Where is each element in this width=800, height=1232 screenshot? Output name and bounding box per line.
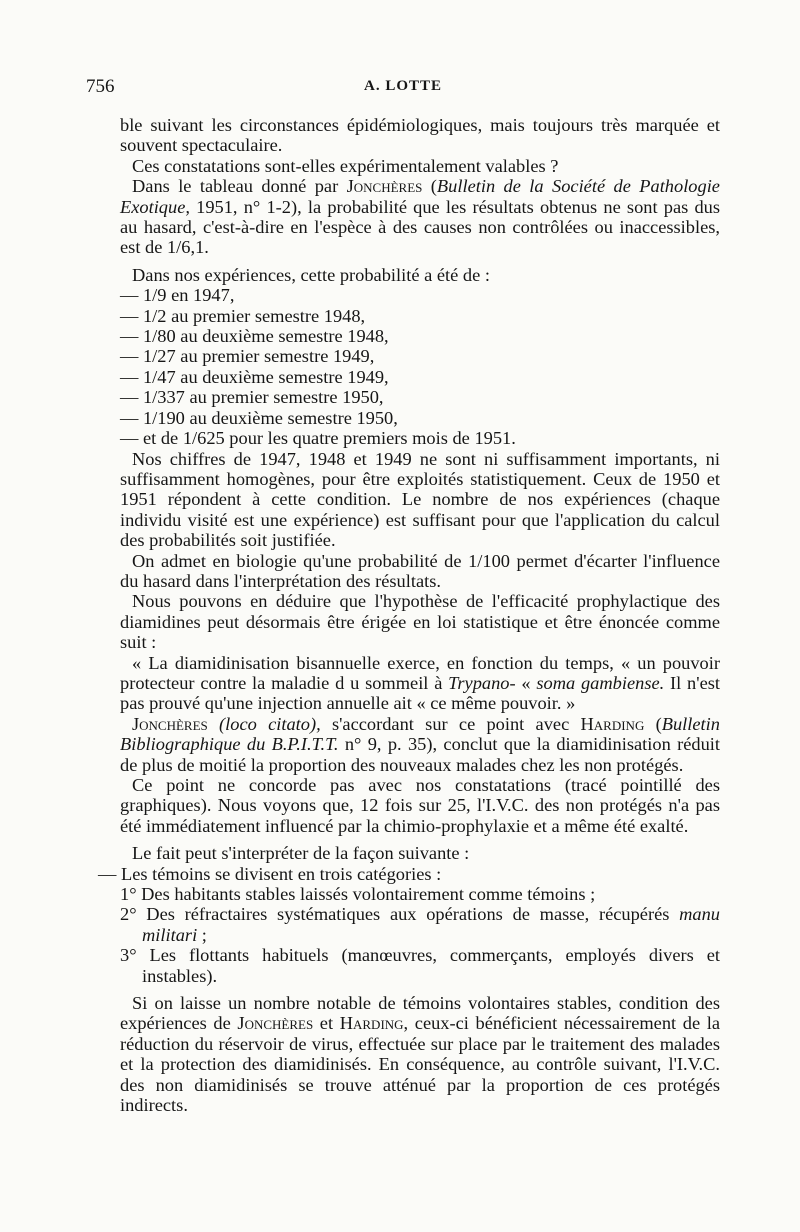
list-item: — 1/9 en 1947, xyxy=(120,285,235,306)
paragraph-12: Si on laisse un nombre notable de témoins volontaires stables, condition des expériences de Jonchères et Harding, ceux-ci bénéficient nécessairement de la réduction du réservoir de virus, effectuée sur place par le traitement des malades et la protection des diamidinisés. En conséquence, au contrôle suivant, l'I.V.C. des non diamidinisés se trouve atténué par la proportion de ces protégés indirects. xyxy=(120,993,721,1116)
paragraph-8: Jonchères (loco citato), s'accordant sur ce point avec Harding (Bulletin Bibliographique du B.P.I.T.T. n° 9, p. 35), conclut que la diamidinisation réduit de plus de moitié la proportion des nouveaux malades chez les non protégés. xyxy=(120,713,720,775)
paragraph-3: Dans le tableau donné par Jonchères (Bulletin de la Société de Pathologie Exotique, 1951, n° 1-2), la probabilité que les résultats obtenus ne sont pas dus au hasard, c'est-à-dire en l'espèce à des causes non contrôlées ou inaccessibles, est de 1/6,1. xyxy=(120,176,720,258)
author-joncheres: Jonchères xyxy=(346,176,423,197)
list-item: — 1/2 au premier semestre 1948, xyxy=(120,305,366,326)
category-item: 2° Des réfractaires systématiques aux opérations de masse, récupérés manu militari ; xyxy=(120,904,720,945)
list-item: — 1/337 au premier semestre 1950, xyxy=(120,387,384,408)
paragraph-9: Ce point ne concorde pas avec nos constatations (tracé pointillé des graphiques). Nous voyons que, 12 fois sur 25, l'I.V.C. des non protégés n'a pas été immédiatement influencé par la chimio-prophylaxie et a même été exalté. xyxy=(120,775,720,836)
category-list xyxy=(120,884,720,986)
list-item: — 1/80 au deuxième semestre 1948, xyxy=(120,326,389,347)
body-text xyxy=(98,115,721,1116)
page-header xyxy=(86,76,720,100)
category-item: 1° Des habitants stables laissés volontairement comme témoins ; xyxy=(120,884,596,905)
author-harding: Harding xyxy=(580,713,645,734)
author-joncheres: Jonchères xyxy=(132,713,208,734)
page-number: 756 xyxy=(86,76,115,97)
paragraph-1: ble suivant les circonstances épidémiologiques, mais toujours très marquée et souvent spectaculaire. xyxy=(120,115,720,156)
category-item: 3° Les flottants habituels (manœuvres, commerçants, employés divers et instables). xyxy=(120,945,720,986)
paragraph-5: Nos chiffres de 1947, 1948 et 1949 ne sont ni suffisamment importants, ni suffisamment homogènes, pour être exploités statistiquement. Ceux de 1950 et 1951 répondent à cette condition. Le nombre de nos expériences (chaque individu visité est une expérience) est suffisant pour que l'application du calcul des probabilités soit justifiée. xyxy=(120,448,720,551)
running-head: A. LOTTE xyxy=(363,78,443,94)
probability-list xyxy=(120,285,720,448)
list-item: — et de 1/625 pour les quatre premiers mois de 1951. xyxy=(120,428,516,449)
list-item: — 1/27 au premier semestre 1949, xyxy=(120,346,375,367)
paragraph-7: Nous pouvons en déduire que l'hypothèse de l'efficacité prophylactique des diamidines peut désormais être érigée en loi statistique et être énoncée comme suit : xyxy=(120,591,720,653)
author-harding: Harding, xyxy=(339,1013,409,1034)
paragraph-4: Dans nos expériences, cette probabilité a été de : xyxy=(132,264,490,285)
author-joncheres: Jonchères xyxy=(237,1013,314,1034)
quoted-statement: « La diamidinisation bisannuelle exerce, en fonction du temps, « un pouvoir protecteur contre la maladie d u sommeil à Trypano- « soma gambiense. Il n'est pas prouvé qu'une injection annuelle ait « ce même pouvoir. » xyxy=(120,652,720,714)
journal-title: Bulletin Bibliographique du B.P.I.T.T. xyxy=(120,713,720,755)
paragraph-6: On admet en biologie qu'une probabilité de 1/100 permet d'écarter l'influence du hasard dans l'interprétation des résultats. xyxy=(120,550,720,591)
list-item: — 1/47 au deuxième semestre 1949, xyxy=(120,366,389,387)
paragraph-2: Ces constatations sont-elles expérimentalement valables ? xyxy=(132,155,559,176)
paragraph-10: Le fait peut s'interpréter de la façon suivante : xyxy=(132,843,470,864)
journal-title: Bulletin de la Société de Pathologie Exotique, xyxy=(120,176,720,217)
list-item: — 1/190 au deuxième semestre 1950, xyxy=(120,407,398,428)
paragraph-11: — Les témoins se divisent en trois catégories : xyxy=(98,863,442,884)
